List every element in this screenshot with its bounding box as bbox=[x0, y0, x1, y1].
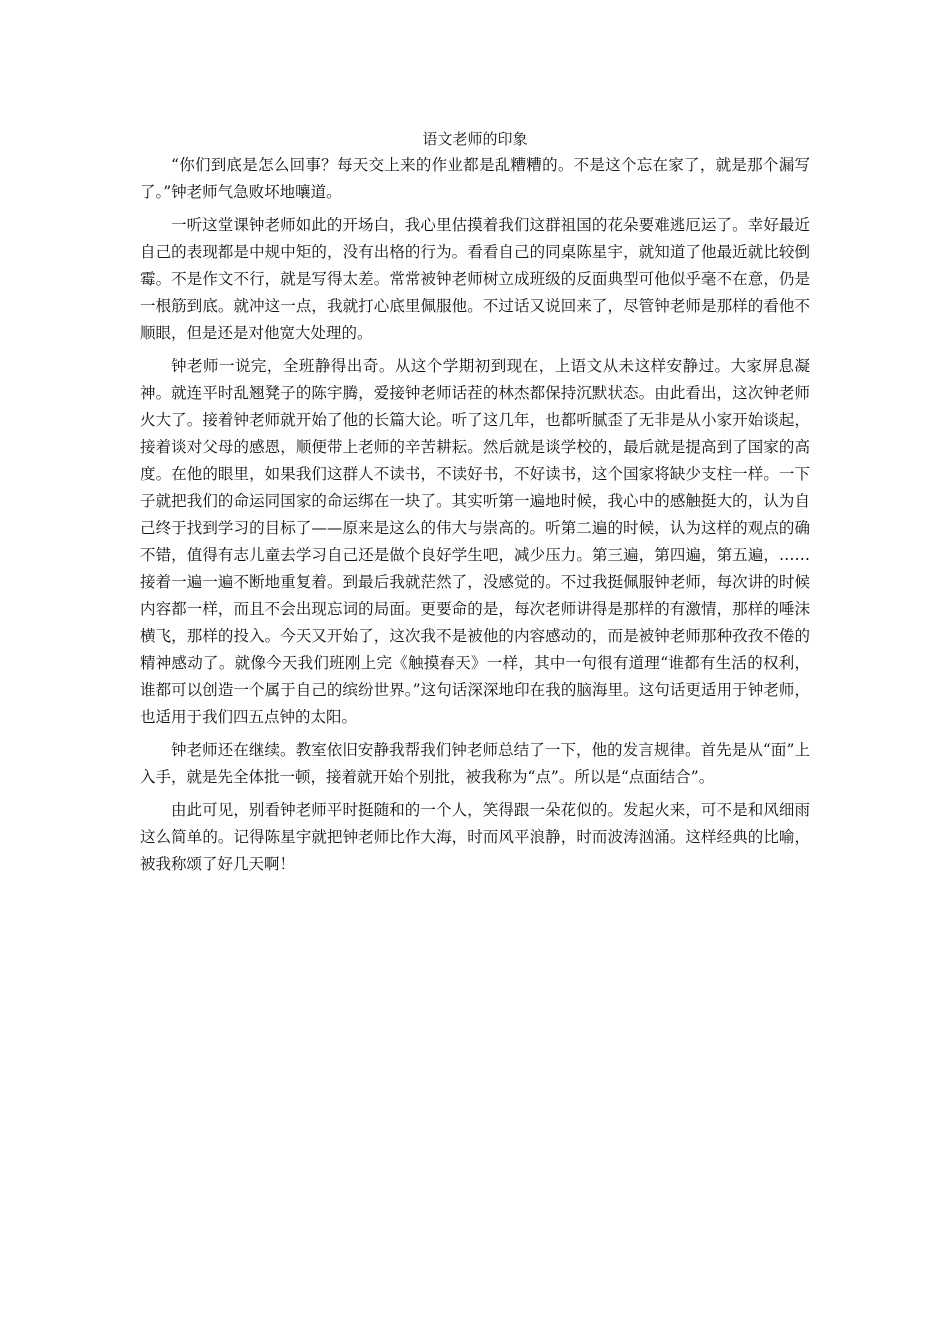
paragraph-3: 钟老师一说完，全班静得出奇。从这个学期初到现在，上语文从未这样安静过。大家屏息凝神。就连平时乱翘凳子的陈宇腾，爱接钟老师话茬的林杰都保持沉默状态。由此看出，这次钟老师火大了。接着钟老师就开始了他的长篇大论。听了这几年，也都听腻歪了无非是从小家开始谈起，接着谈对父母的感恩，顺便带上老师的辛苦耕耘。然后就是谈学校的，最后就是提高到了国家的高度。在他的眼里，如果我们这群人不读书，不读好书，不好读书，这个国家将缺少支柱一样。一下子就把我们的命运同国家的命运绑在一块了。其实听第一遍地时候，我心中的感触挺大的，认为自己终于找到学习的目标了——原来是这么的伟大与崇高的。听第二遍的时候，认为这样的观点的确不错，值得有志儿童去学习自己还是做个良好学生吧，减少压力。第三遍，第四遍，第五遍，……接着一遍一遍不断地重复着。到最后我就茫然了，没感觉的。不过我挺佩服钟老师，每次讲的时候内容都一样，而且不会出现忘词的局面。更要命的是，每次老师讲得是那样的有激情，那样的唾沫横飞，那样的投入。今天又开始了，这次我不是被他的内容感动的，而是被钟老师那种孜孜不倦的精神感动了。就像今天我们班刚上完《触摸春天》一样，其中一句很有道理“谁都有生活的权利，谁都可以创造一个属于自己的缤纷世界。”这句话深深地印在我的脑海里。这句话更适用于钟老师，也适用于我们四五点钟的太阳。 bbox=[140, 357, 810, 726]
document-title: 语文老师的印象 bbox=[422, 130, 528, 148]
paragraph-5: 由此可见，别看钟老师平时挺随和的一个人，笑得跟一朵花似的。发起火来，可不是和风细雨这么简单的。记得陈星宇就把钟老师比作大海，时而风平浪静，时而波涛汹涌。这样经典的比喻，被我称颂了好几天啊！ bbox=[140, 801, 810, 873]
paragraph-1: “你们到底是怎么回事？每天交上来的作业都是乱糟糟的。不是这个忘在家了，就是那个漏写了。”钟老师气急败坏地嚷道。 bbox=[140, 156, 810, 201]
paragraph-4: 钟老师还在继续。教室依旧安静我帮我们钟老师总结了一下，他的发言规律。首先是从“面”上入手，就是先全体批一顿，接着就开始个别批，被我称为“点”。所以是“点面结合”。 bbox=[140, 741, 810, 786]
paragraph-2: 一听这堂课钟老师如此的开场白，我心里估摸着我们这群祖国的花朵要难逃厄运了。幸好最近自己的表现都是中规中矩的，没有出格的行为。看看自己的同桌陈星宇，就知道了他最近就比较倒霉。不是作文不行，就是写得太差。常常被钟老师树立成班级的反面典型可他似乎毫不在意，仍是一根筋到底。就冲这一点，我就打心底里佩服他。不过话又说回来了，尽管钟老师是那样的看他不顺眼，但是还是对他宽大处理的。 bbox=[140, 216, 810, 342]
document-page bbox=[140, 126, 810, 884]
